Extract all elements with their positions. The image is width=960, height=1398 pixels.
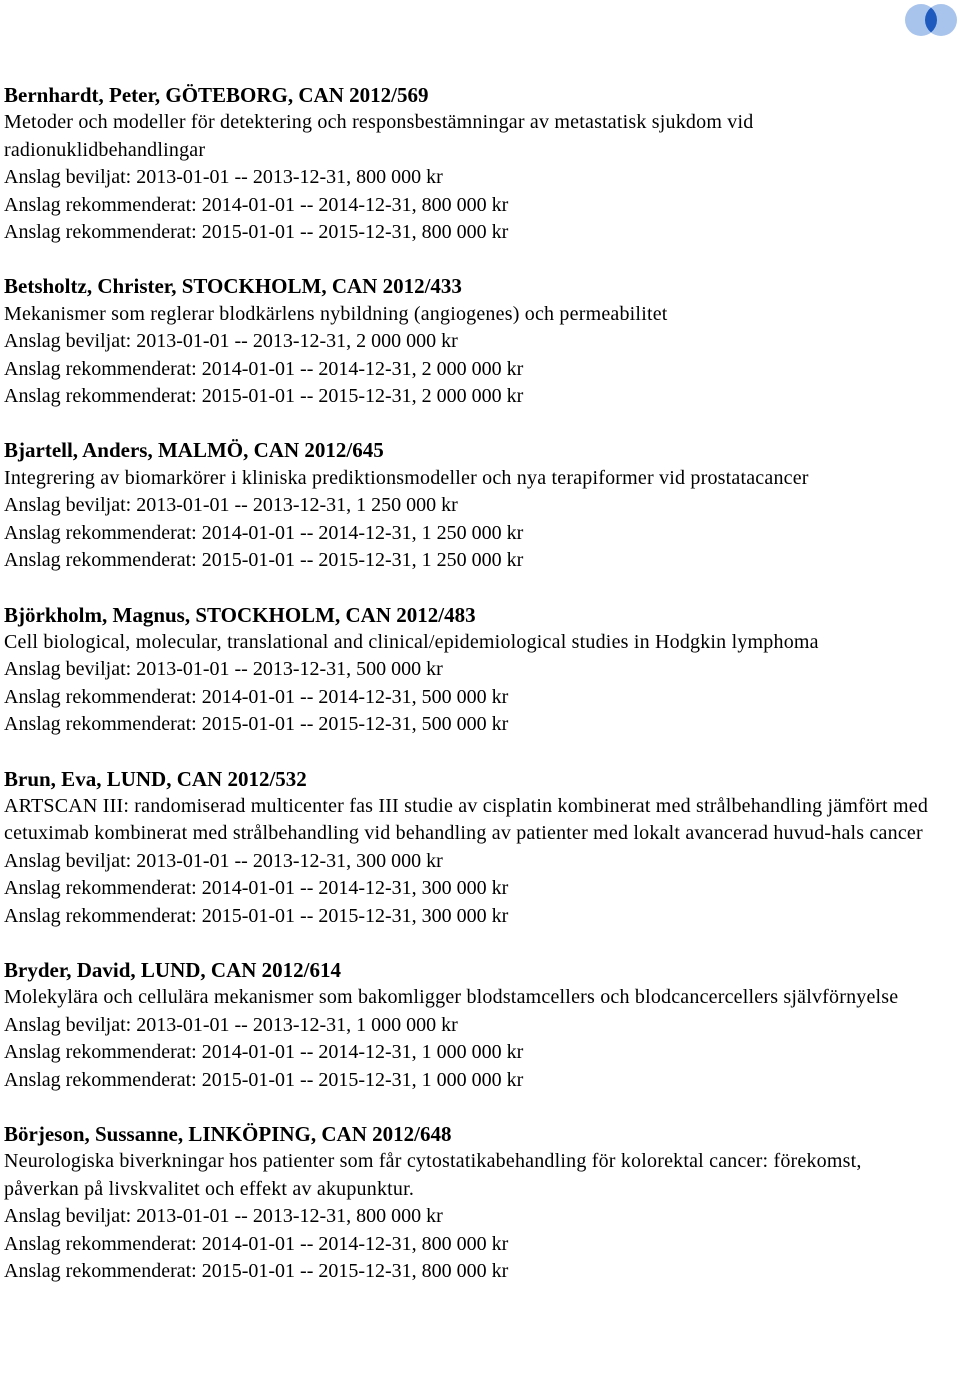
entry-description: Molekylära och cellulära mekanismer som bakomligger blodstamcellers och blodcancercellers självförnyelse [4,986,899,1009]
grant-line: Anslag beviljat: 2013-01-01 -- 2013-12-31, 300 000 kr [4,849,443,872]
grant-line: Anslag rekommenderat: 2015-01-01 -- 2015-12-31, 300 000 kr [4,904,509,927]
grant-line: Anslag rekommenderat: 2015-01-01 -- 2015-12-31, 1 000 000 kr [4,1068,524,1091]
grant-line: Anslag rekommenderat: 2014-01-01 -- 2014-12-31, 1 250 000 kr [4,521,524,544]
grant-line: Anslag rekommenderat: 2015-01-01 -- 2015-12-31, 500 000 kr [4,713,509,736]
grant-line: Anslag rekommenderat: 2014-01-01 -- 2014-12-31, 800 000 kr [4,193,509,216]
grant-line: Anslag rekommenderat: 2014-01-01 -- 2014-12-31, 800 000 kr [4,1232,509,1255]
entry-title: Bjartell, Anders, MALMÖ, CAN 2012/645 [4,438,384,463]
two-overlapping-circles-icon [903,2,959,38]
grant-line: Anslag rekommenderat: 2015-01-01 -- 2015-12-31, 2 000 000 kr [4,385,524,408]
entry-title: Brun, Eva, LUND, CAN 2012/532 [4,766,307,791]
entry-description: Integrering av biomarkörer i kliniska prediktionsmodeller och nya terapiformer vid prostatacancer [4,466,809,489]
grant-entry [4,273,934,410]
grant-line: Anslag rekommenderat: 2014-01-01 -- 2014-12-31, 2 000 000 kr [4,357,524,380]
grant-line: Anslag beviljat: 2013-01-01 -- 2013-12-31, 800 000 kr [4,166,443,189]
grant-entry [4,766,934,930]
grant-list [4,82,934,1312]
entry-title: Börjeson, Sussanne, LINKÖPING, CAN 2012/648 [4,1122,452,1146]
grant-line: Anslag beviljat: 2013-01-01 -- 2013-12-31, 800 000 kr [4,1205,443,1228]
entry-title: Bernhardt, Peter, GÖTEBORG, CAN 2012/569 [4,83,429,107]
grant-line: Anslag beviljat: 2013-01-01 -- 2013-12-31, 500 000 kr [4,658,443,681]
grant-entry [4,82,934,246]
entry-description: Neurologiska biverkningar hos patienter som får cytostatikabehandling för kolorektal cancer: förekomst, påverkan på livskvalitet och effekt av akupunktur. [4,1150,862,1200]
logo [903,2,959,38]
grant-line: Anslag beviljat: 2013-01-01 -- 2013-12-31, 1 000 000 kr [4,1013,458,1036]
grant-entry [4,957,934,1094]
entry-title: Betsholtz, Christer, STOCKHOLM, CAN 2012/433 [4,274,462,299]
grant-entry [4,1121,934,1285]
grant-line: Anslag rekommenderat: 2014-01-01 -- 2014-12-31, 1 000 000 kr [4,1041,524,1064]
entry-description: ARTSCAN III: randomiserad multicenter fas III studie av cisplatin kombinerat med strålbehandling jämfört med cetuximab kombinerat med strålbehandling vid behandling av patienter med lokalt avancerad huvud-hals cancer [4,794,929,845]
grant-line: Anslag rekommenderat: 2014-01-01 -- 2014-12-31, 300 000 kr [4,877,509,900]
entry-description: Mekanismer som reglerar blodkärlens nybildning (angiogenes) och permeabilitet [4,302,668,325]
entry-title: Björkholm, Magnus, STOCKHOLM, CAN 2012/483 [4,602,476,627]
grant-line: Anslag rekommenderat: 2015-01-01 -- 2015-12-31, 800 000 kr [4,221,509,244]
entry-description: Metoder och modeller för detektering och responsbestämningar av metastatisk sjukdom vid radionuklidbehandlingar [4,111,754,161]
grant-line: Anslag rekommenderat: 2014-01-01 -- 2014-12-31, 500 000 kr [4,685,509,708]
grant-line: Anslag rekommenderat: 2015-01-01 -- 2015-12-31, 800 000 kr [4,1260,509,1283]
entry-title: Bryder, David, LUND, CAN 2012/614 [4,957,341,982]
grant-line: Anslag beviljat: 2013-01-01 -- 2013-12-31, 2 000 000 kr [4,330,458,353]
grant-entry [4,437,934,574]
grant-line: Anslag beviljat: 2013-01-01 -- 2013-12-31, 1 250 000 kr [4,494,458,517]
entry-description: Cell biological, molecular, translational and clinical/epidemiological studies in Hodgkin lymphoma [4,630,819,653]
grant-line: Anslag rekommenderat: 2015-01-01 -- 2015-12-31, 1 250 000 kr [4,549,524,572]
grant-entry [4,602,934,739]
